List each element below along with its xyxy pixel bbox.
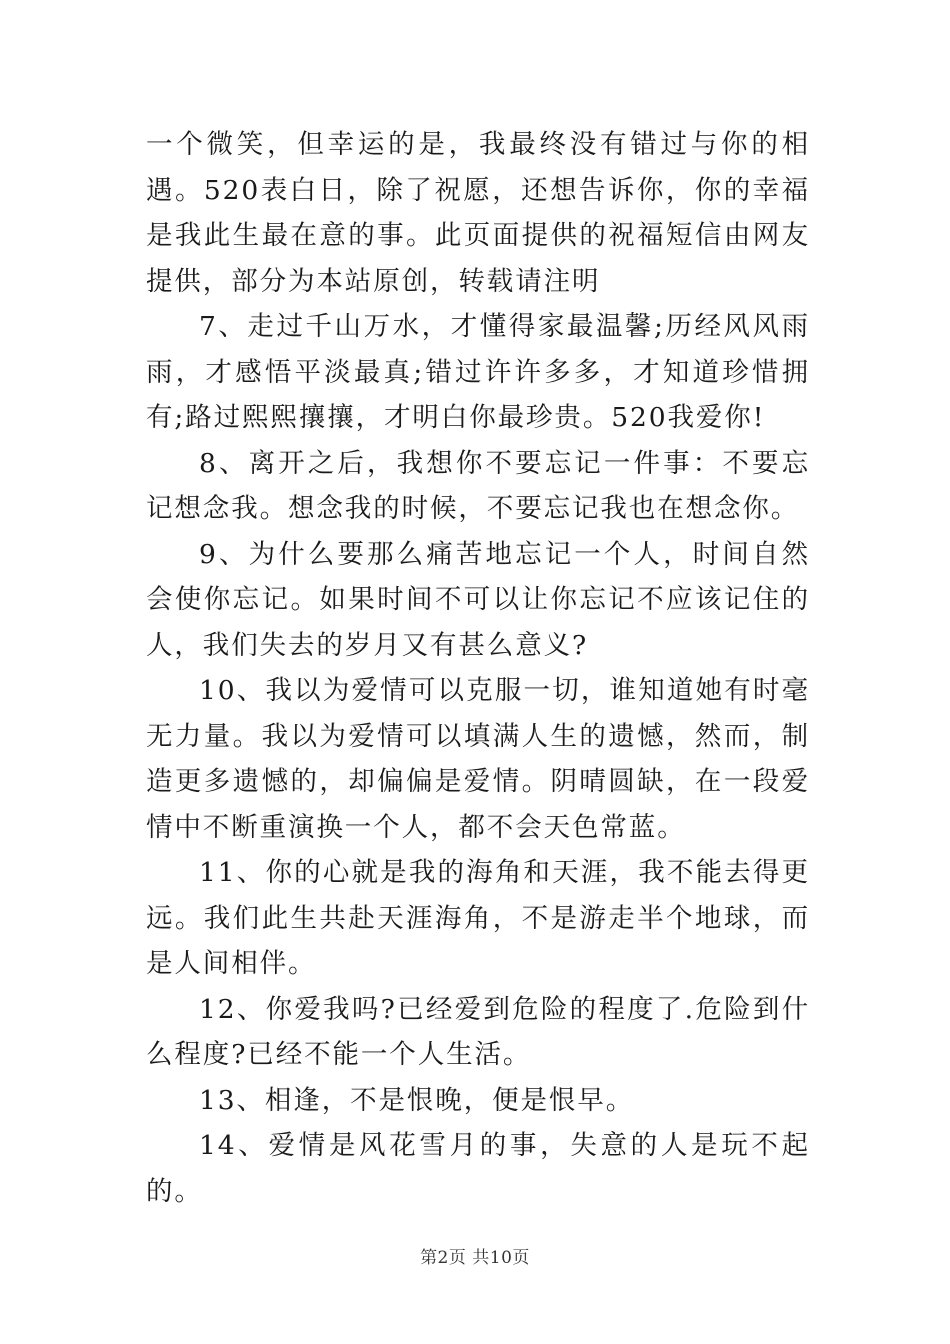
paragraph: 11、你的心就是我的海角和天涯，我不能去得更远。我们此生共赴天涯海角，不是游走半个地球，而是人间相伴。	[146, 857, 810, 979]
paragraph: 8、离开之后，我想你不要忘记一件事：不要忘记想念我。想念我的时候，不要忘记我也在想念你。	[146, 447, 810, 524]
page-number-footer: 第2页 共10页	[420, 1248, 530, 1268]
paragraph: 12、你爱我吗?已经爱到危险的程度了.危险到什么程度?已经不能一个人生活。	[146, 993, 810, 1070]
paragraph: 一个微笑，但幸运的是，我最终没有错过与你的相遇。520表白日，除了祝愿，还想告诉你，你的幸福是我此生最在意的事。此页面提供的祝福短信由网友提供，部分为本站原创，转载请注明	[146, 129, 810, 297]
paragraph: 13、相逢，不是恨晚，便是恨早。	[199, 1084, 635, 1116]
paragraph: 10、我以为爱情可以克服一切，谁知道她有时毫无力量。我以为爱情可以填满人生的遗憾，然而，制造更多遗憾的，却偏偏是爱情。阴晴圆缺，在一段爱情中不断重演换一个人，都不会天色常蓝。	[146, 675, 810, 843]
paragraph: 14、爱情是风花雪月的事，失意的人是玩不起的。	[146, 1130, 810, 1207]
document-body	[146, 122, 810, 1214]
paragraph: 9、为什么要那么痛苦地忘记一个人，时间自然会使你忘记。如果时间不可以让你忘记不应该记住的人，我们失去的岁月又有甚么意义?	[146, 538, 810, 661]
paragraph: 7、走过千山万水，才懂得家最温馨;历经风风雨雨，才感悟平淡最真;错过许许多多，才知道珍惜拥有;路过熙熙攘攘，才明白你最珍贵。520我爱你!	[146, 311, 810, 433]
